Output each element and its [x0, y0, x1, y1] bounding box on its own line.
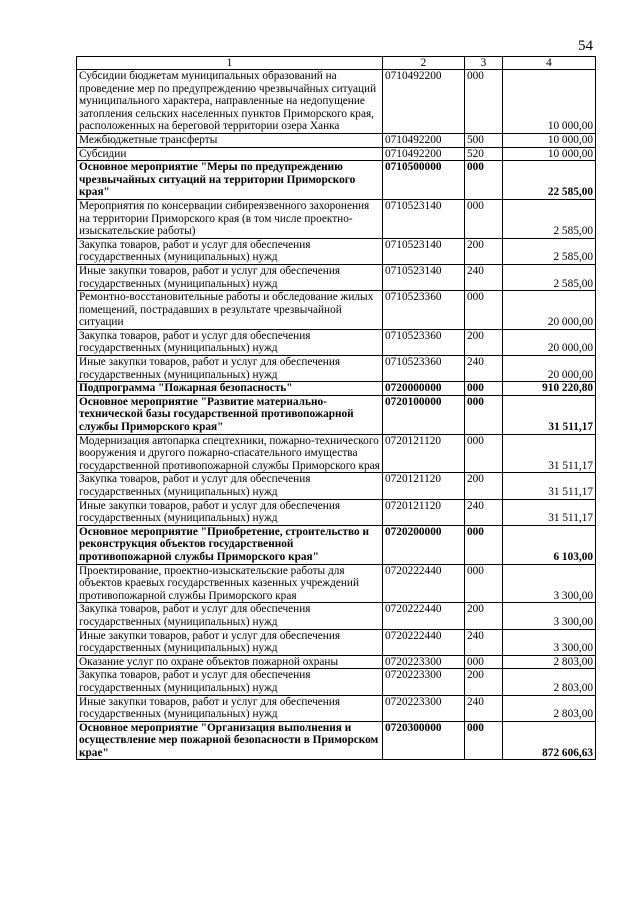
table-row: [77, 161, 596, 200]
row-name-cell: Закупка товаров, работ и услуг для обеспечения государственных (муниципальных) нужд: [77, 238, 383, 264]
table-row: [77, 564, 596, 603]
row-type-cell: 500: [465, 133, 503, 147]
row-amount-cell: 31 511,17: [503, 434, 596, 473]
row-code-cell: 0710492200: [383, 133, 465, 147]
row-amount-cell: 22 585,00: [503, 161, 596, 200]
table-row: [77, 329, 596, 355]
row-amount-cell: 10 000,00: [503, 70, 596, 134]
row-code-cell: 0720100000: [383, 395, 465, 434]
row-name-cell: Мероприятия по консервации сибиреязвенного захоронения на территории Приморского края (в том числе проектно-изыскательские работы): [77, 199, 383, 238]
row-amount-cell: 910 220,80: [503, 382, 596, 396]
row-code-cell: 0720222440: [383, 603, 465, 629]
row-type-cell: 000: [465, 70, 503, 134]
row-code-cell: 0720223300: [383, 655, 465, 669]
row-amount-cell: 31 511,17: [503, 395, 596, 434]
row-type-cell: 000: [465, 564, 503, 603]
row-name-cell: Межбюджетные трансферты: [77, 133, 383, 147]
row-name-cell: Иные закупки товаров, работ и услуг для обеспечения государственных (муниципальных) нужд: [77, 356, 383, 382]
row-type-cell: 240: [465, 264, 503, 290]
row-code-cell: 0720223300: [383, 695, 465, 721]
row-type-cell: 000: [465, 525, 503, 564]
row-amount-cell: 872 606,63: [503, 721, 596, 760]
row-name-cell: Закупка товаров, работ и услуг для обеспечения государственных (муниципальных) нужд: [77, 669, 383, 695]
row-amount-cell: 31 511,17: [503, 473, 596, 499]
table-row: [77, 525, 596, 564]
row-amount-cell: 2 585,00: [503, 199, 596, 238]
row-amount-cell: 10 000,00: [503, 147, 596, 161]
row-name-cell: Проектирование, проектно-изыскательские работы для объектов краевых государственных казенных учреждений противопожарной службы Приморского края: [77, 564, 383, 603]
row-name-cell: Иные закупки товаров, работ и услуг для обеспечения государственных (муниципальных) нужд: [77, 499, 383, 525]
row-code-cell: 0710492200: [383, 147, 465, 161]
row-name-cell: Закупка товаров, работ и услуг для обеспечения государственных (муниципальных) нужд: [77, 329, 383, 355]
row-code-cell: 0720223300: [383, 669, 465, 695]
row-code-cell: 0710492200: [383, 70, 465, 134]
table-row: [77, 695, 596, 721]
row-name-cell: Подпрограмма "Пожарная безопасность": [77, 382, 383, 396]
row-name-cell: Закупка товаров, работ и услуг для обеспечения государственных (муниципальных) нужд: [77, 473, 383, 499]
row-name-cell: Основное мероприятие "Развитие материально-технической базы государственной противопожарной службы Приморского края": [77, 395, 383, 434]
row-amount-cell: 2 803,00: [503, 669, 596, 695]
table-row: [77, 669, 596, 695]
row-type-cell: 240: [465, 695, 503, 721]
row-name-cell: Ремонтно-восстановительные работы и обследование жилых помещений, пострадавших в результате чрезвычайной ситуации: [77, 291, 383, 330]
row-amount-cell: 31 511,17: [503, 499, 596, 525]
table-header-row: [77, 57, 596, 70]
row-name-cell: Иные закупки товаров, работ и услуг для обеспечения государственных (муниципальных) нужд: [77, 695, 383, 721]
row-name-cell: Модернизация автопарка спецтехники, пожарно-технического вооружения и другого пожарно-спасательного имущества государственной противопожарной службы Приморского края: [77, 434, 383, 473]
row-name-cell: Субсидии: [77, 147, 383, 161]
row-code-cell: 0710523140: [383, 199, 465, 238]
row-type-cell: 000: [465, 161, 503, 200]
budget-table-body: [77, 57, 596, 760]
row-amount-cell: 2 585,00: [503, 238, 596, 264]
table-row: [77, 382, 596, 396]
row-code-cell: 0720222440: [383, 629, 465, 655]
row-code-cell: 0710523360: [383, 291, 465, 330]
row-amount-cell: 2 803,00: [503, 695, 596, 721]
table-row: [77, 721, 596, 760]
header-cell-code: 2: [383, 57, 465, 70]
row-code-cell: 0710523140: [383, 264, 465, 290]
row-code-cell: 0720200000: [383, 525, 465, 564]
table-row: [77, 133, 596, 147]
table-row: [77, 199, 596, 238]
table-row: [77, 655, 596, 669]
row-amount-cell: 20 000,00: [503, 356, 596, 382]
row-type-cell: 200: [465, 238, 503, 264]
table-row: [77, 291, 596, 330]
row-type-cell: 000: [465, 655, 503, 669]
table-row: [77, 395, 596, 434]
header-cell-type: 3: [465, 57, 503, 70]
row-type-cell: 240: [465, 629, 503, 655]
table-row: [77, 238, 596, 264]
row-name-cell: Иные закупки товаров, работ и услуг для обеспечения государственных (муниципальных) нужд: [77, 264, 383, 290]
table-row: [77, 603, 596, 629]
row-name-cell: Основное мероприятие "Меры по предупреждению чрезвычайных ситуаций на территории Приморского края": [77, 161, 383, 200]
row-code-cell: 0720300000: [383, 721, 465, 760]
page-number: 54: [578, 38, 593, 54]
row-amount-cell: 20 000,00: [503, 329, 596, 355]
row-code-cell: 0710523360: [383, 356, 465, 382]
row-code-cell: 0710500000: [383, 161, 465, 200]
row-code-cell: 0720121120: [383, 499, 465, 525]
table-row: [77, 264, 596, 290]
budget-table: [76, 56, 596, 760]
row-type-cell: 000: [465, 434, 503, 473]
row-type-cell: 000: [465, 382, 503, 396]
row-type-cell: 200: [465, 473, 503, 499]
row-name-cell: Субсидии бюджетам муниципальных образований на проведение мер по предупреждению чрезвычайных ситуаций муниципального характера, направленные на недопущение затопления сельских населенных пунктов Приморского края, расположенных на береговой территории озера Ханка: [77, 70, 383, 134]
table-row: [77, 499, 596, 525]
row-name-cell: Основное мероприятие "Организация выполнения и осуществление мер пожарной безопасности в Приморском крае": [77, 721, 383, 760]
table-row: [77, 629, 596, 655]
table-row: [77, 434, 596, 473]
row-type-cell: 000: [465, 395, 503, 434]
row-type-cell: 200: [465, 669, 503, 695]
row-amount-cell: 3 300,00: [503, 603, 596, 629]
row-amount-cell: 6 103,00: [503, 525, 596, 564]
row-code-cell: 0720000000: [383, 382, 465, 396]
row-code-cell: 0720121120: [383, 473, 465, 499]
row-name-cell: Оказание услуг по охране объектов пожарной охраны: [77, 655, 383, 669]
row-type-cell: 520: [465, 147, 503, 161]
header-cell-amount: 4: [503, 57, 596, 70]
row-type-cell: 200: [465, 603, 503, 629]
row-amount-cell: 2 585,00: [503, 264, 596, 290]
row-type-cell: 000: [465, 721, 503, 760]
row-amount-cell: 3 300,00: [503, 564, 596, 603]
row-amount-cell: 10 000,00: [503, 133, 596, 147]
row-name-cell: Основное мероприятие "Приобретение, строительство и реконструкция объектов государственной противопожарной службы Приморского края": [77, 525, 383, 564]
row-code-cell: 0720121120: [383, 434, 465, 473]
table-row: [77, 147, 596, 161]
row-amount-cell: 2 803,00: [503, 655, 596, 669]
row-code-cell: 0710523360: [383, 329, 465, 355]
row-name-cell: Закупка товаров, работ и услуг для обеспечения государственных (муниципальных) нужд: [77, 603, 383, 629]
header-cell-name: 1: [77, 57, 383, 70]
row-type-cell: 200: [465, 329, 503, 355]
row-type-cell: 000: [465, 199, 503, 238]
table-row: [77, 473, 596, 499]
row-type-cell: 240: [465, 499, 503, 525]
row-type-cell: 000: [465, 291, 503, 330]
row-code-cell: 0720222440: [383, 564, 465, 603]
table-row: [77, 356, 596, 382]
row-amount-cell: 20 000,00: [503, 291, 596, 330]
row-amount-cell: 3 300,00: [503, 629, 596, 655]
table-row: [77, 70, 596, 134]
row-name-cell: Иные закупки товаров, работ и услуг для обеспечения государственных (муниципальных) нужд: [77, 629, 383, 655]
row-code-cell: 0710523140: [383, 238, 465, 264]
row-type-cell: 240: [465, 356, 503, 382]
